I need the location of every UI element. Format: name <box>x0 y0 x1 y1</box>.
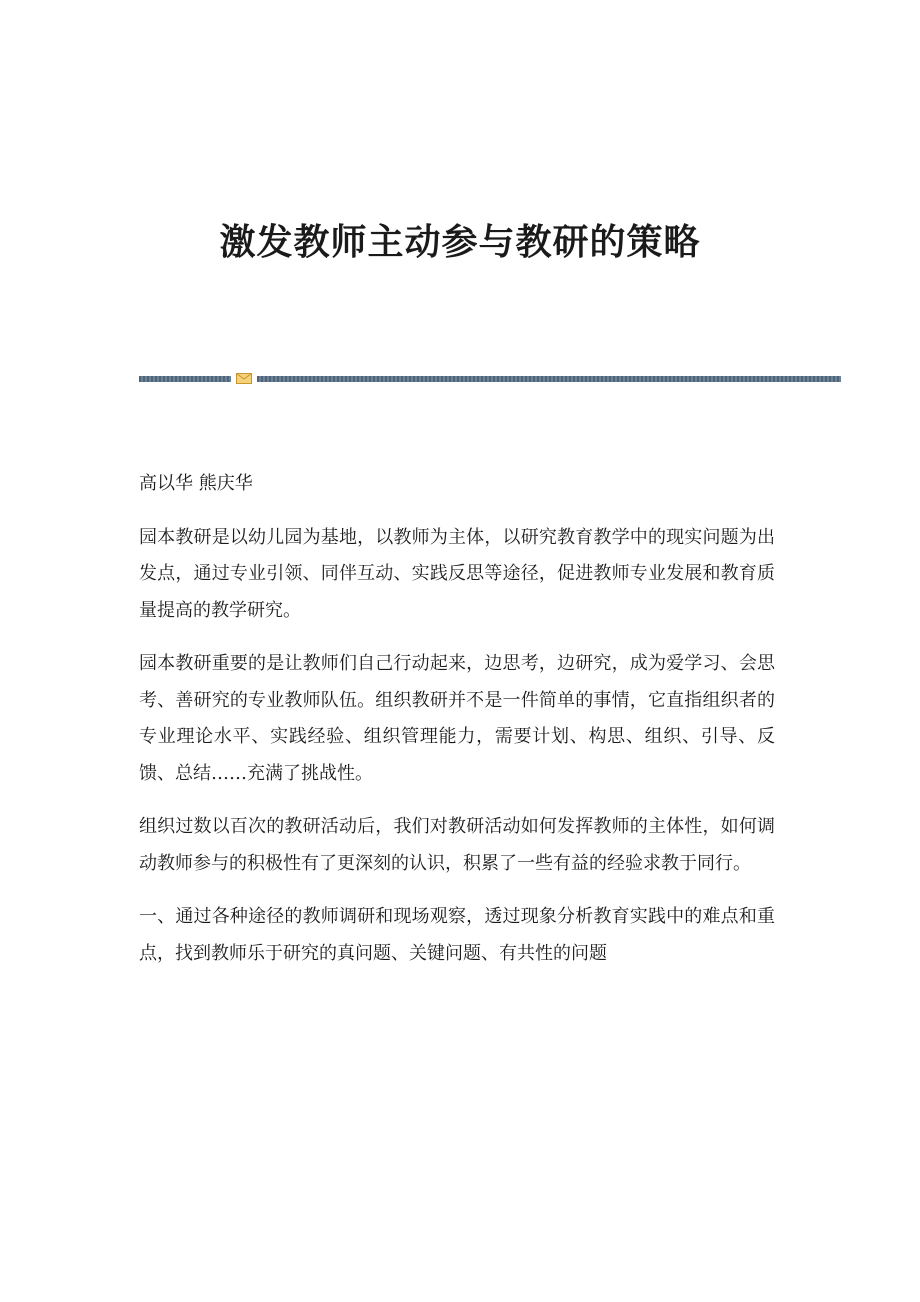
envelope-icon <box>236 373 252 384</box>
title-divider <box>139 372 841 386</box>
author-line: 高以华 熊庆华 <box>139 473 253 494</box>
paragraph-2: 园本教研重要的是让教师们自己行动起来，边思考，边研究，成为爱学习、会思考、善研究的专业教师队伍。组织教研并不是一件简单的事情，它直指组织者的专业理论水平、实践经验、组织管理能力，需要计划、构思、组织、引导、反馈、总结……充满了挑战性。 <box>139 653 775 784</box>
divider-bar-left <box>139 376 231 382</box>
paragraph-3: 组织过数以百次的教研活动后，我们对教研活动如何发挥教师的主体性，如何调动教师参与的积极性有了更深刻的认识，积累了一些有益的经验求教于同行。 <box>139 816 775 874</box>
section-heading-1: 一、通过各种途径的教师调研和现场观察，透过现象分析教育实践中的难点和重点，找到教师乐于研究的真问题、关键问题、有共性的问题 <box>139 906 775 964</box>
document-title: 激发教师主动参与教研的策略 <box>219 221 701 263</box>
document-body <box>139 466 775 989</box>
paragraph-1: 园本教研是以幼儿园为基地，以教师为主体，以研究教育教学中的现实问题为出发点，通过专业引领、同伴互动、实践反思等途径，促进教师专业发展和教育质量提高的教学研究。 <box>139 526 775 621</box>
divider-bar-right <box>257 376 841 382</box>
